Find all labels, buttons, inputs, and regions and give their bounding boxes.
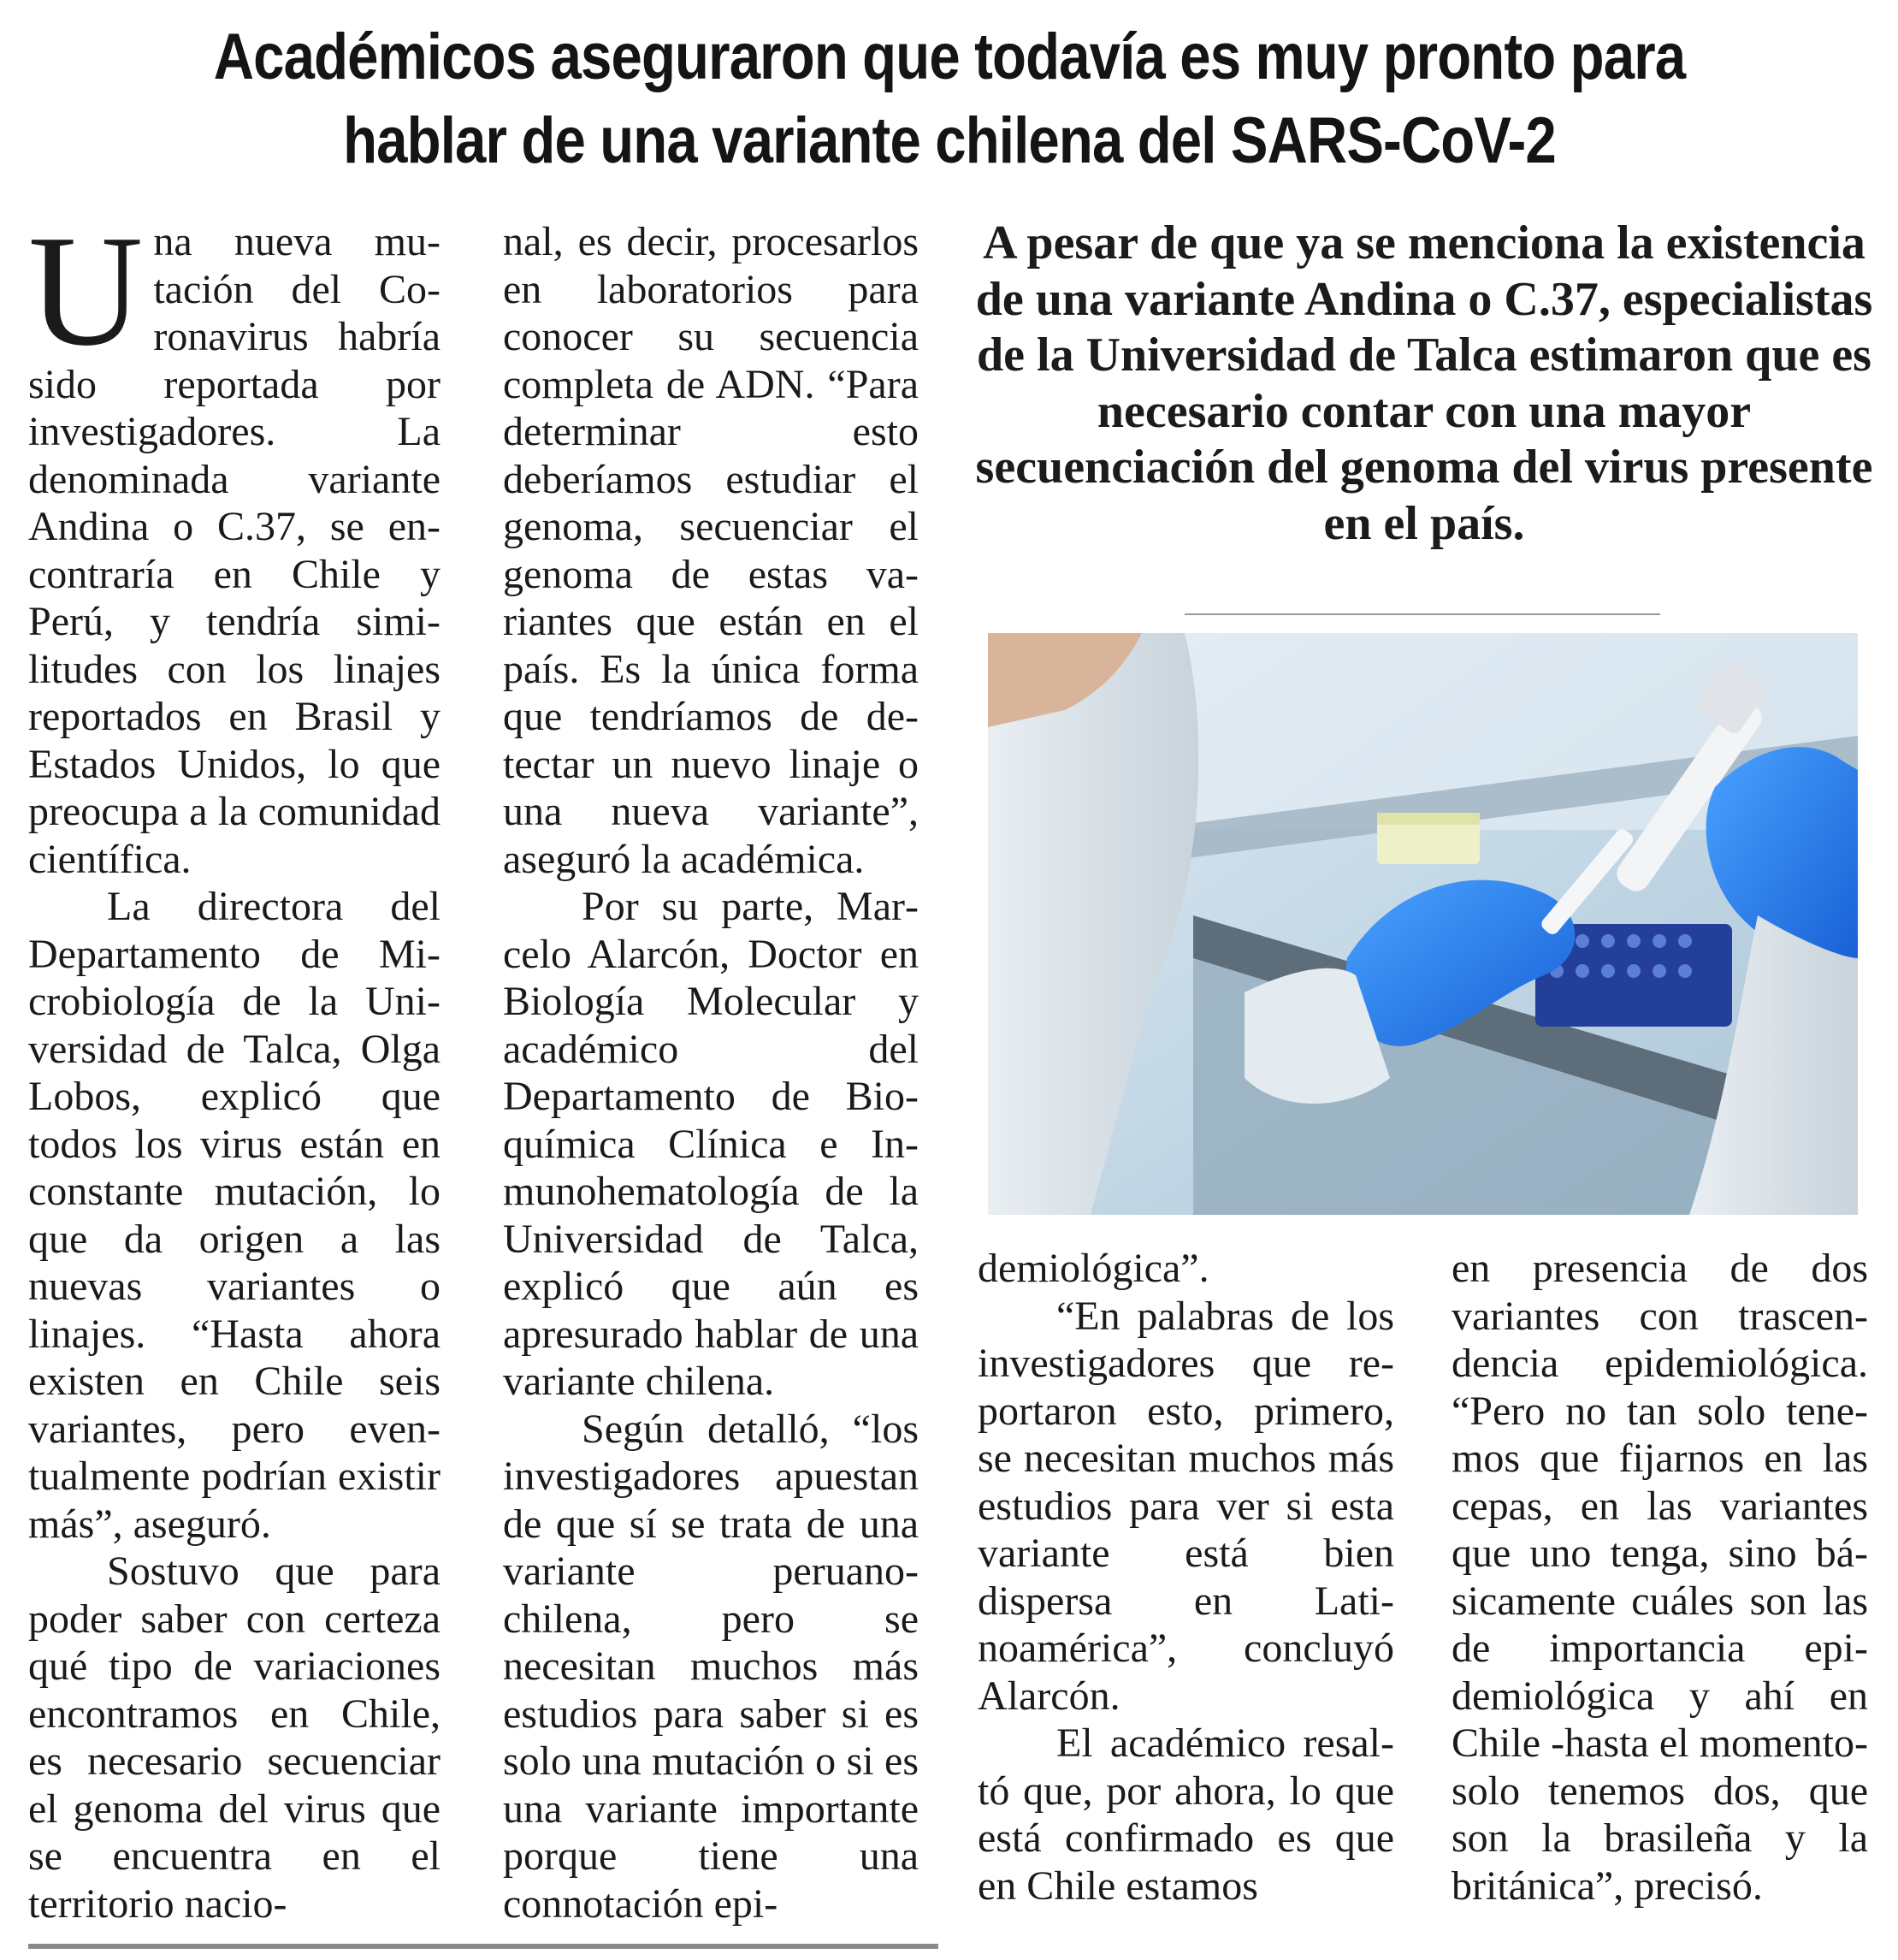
bottom-divider — [28, 1944, 938, 1949]
article-column-2 — [503, 218, 919, 1927]
headline-line-1: Académicos aseguraron que todavía es muy pronto para — [213, 21, 1686, 93]
paragraph: en presencia de dos variantes con trascendencia epidemiológica. “Pero no tan solo tenemos que fijarnos en las cepas, en las variantes que uno tenga, sino básicamente cuáles son las de importancia epidemiológica y ahí en Chile -hasta el momento- solo tenemos dos, que son la brasileña y la británica”, precisó. — [1452, 1246, 1868, 1909]
paragraph: demiológica”. — [978, 1246, 1209, 1291]
paragraph: na nueva mutación del Coronavirus habría sido reportada por investigadores. La denominada variante Andina o C.37, se encontraría en Chile y Perú, y tendría similitudes con los linajes reportados en Brasil y Estados Unidos, lo que preocupa a la comunidad científica. — [28, 219, 441, 882]
paragraph: Según detalló, “los investigadores apuestan de que sí se trata de una variante peruano-chilena, pero se necesitan muchos más estudios para saber si es solo una mutación o si es una variante importante porque tiene una connotación epi- — [503, 1406, 919, 1927]
paragraph: La directora del Departamento de Microbiología de la Universidad de Talca, Olga Lobos, explicó que todos los virus están en constante mutación, lo que da origen a las nuevas variantes o linajes. “Hasta ahora existen en Chile seis variantes, pero eventualmente podrían existir más”, aseguró. — [28, 884, 441, 1547]
paragraph: nal, es decir, procesarlos en laboratorios para conocer su secuencia completa de ADN. “Para determinar esto deberíamos estudiar el genoma, secuenciar el genoma de estas variantes que están en el país. Es la única forma que tendríamos de detectar un nuevo linaje o una nueva variante”, aseguró la académica. — [503, 219, 919, 882]
headline-line-2: hablar de una variante chilena del SARS-CoV-2 — [343, 104, 1556, 177]
article-column-1 — [28, 203, 441, 1927]
paragraph: Sostuvo que para poder saber con certeza qué tipo de variaciones encontramos en Chile, es necesario secuenciar el genoma del virus que se encuentra en el territorio nacio- — [28, 1548, 441, 1927]
article-column-4 — [1452, 1245, 1868, 1910]
paragraph: “En palabras de los investigadores que reportaron esto, primero, se necesitan muchos más estudios para ver si esta variante está bien dispersa en Latinoamérica”, concluyó Alarcón. — [978, 1293, 1394, 1719]
paragraph: El académico resaltó que, por ahora, lo que está confirmado es que en Chile estamos — [978, 1720, 1394, 1909]
headline — [163, 15, 1736, 183]
lead-summary: A pesar de que ya se menciona la existencia de una variante Andina o C.37, especialistas de la Universidad de Talca estimaron que es necesario contar con una mayor secuenciación del genoma del virus presente en el país. — [975, 216, 1873, 550]
paragraph: Por su parte, Marcelo Alarcón, Doctor en Biología Molecular y académico del Departamento de Bioquímica Clínica e Inmunohematología de la Universidad de Talca, explicó que aún es apresurado hablar de una variante chilena. — [503, 884, 919, 1404]
drop-cap: U — [28, 203, 144, 379]
lead-divider — [1185, 613, 1660, 615]
article-column-3 — [978, 1245, 1394, 1910]
laboratory-photo-icon — [988, 633, 1858, 1215]
